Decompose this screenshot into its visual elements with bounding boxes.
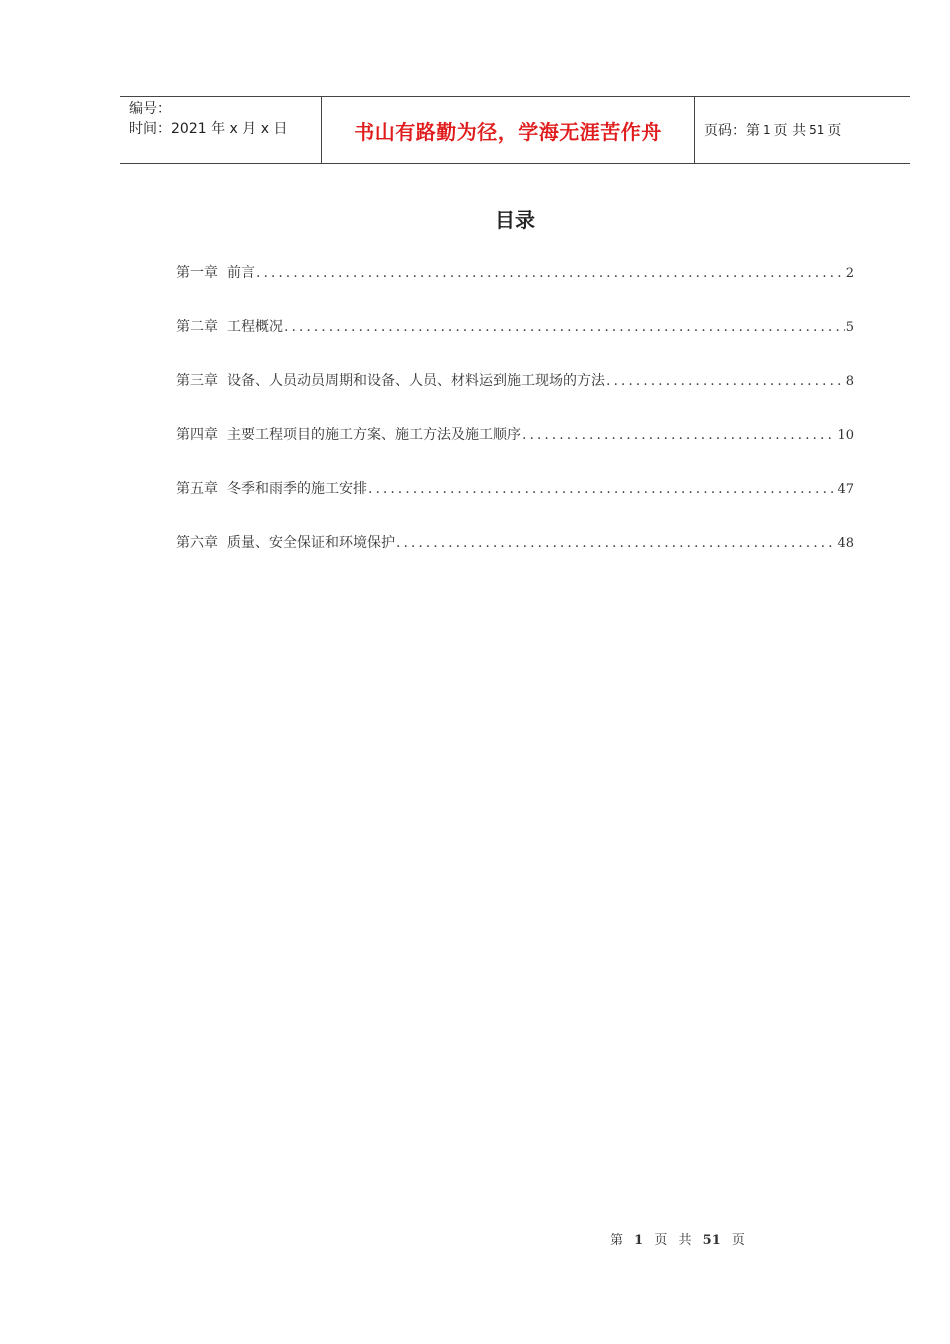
table-of-contents: [176, 262, 854, 586]
toc-entry-title: 设备、人员动员周期和设备、人员、材料运到施工现场的方法: [227, 373, 605, 389]
toc-entry[interactable]: [176, 370, 854, 424]
page-prefix: 页码：第: [704, 123, 760, 139]
document-header: [120, 96, 910, 164]
toc-page-number: 8: [845, 374, 854, 389]
page-total: 51: [809, 123, 825, 137]
page-footer: [610, 1229, 752, 1248]
toc-chapter: 第一章: [176, 265, 218, 281]
footer-page-number: 1: [634, 1233, 644, 1248]
toc-leader-dots: [396, 535, 836, 551]
toc-entry[interactable]: [176, 262, 854, 316]
toc-entry-title: 前言: [227, 265, 255, 281]
toc-leader-dots: [256, 265, 845, 281]
header-divider: [694, 97, 695, 163]
toc-chapter: 第四章: [176, 427, 218, 443]
toc-leader-dots: [284, 319, 845, 335]
toc-entry[interactable]: [176, 478, 854, 532]
toc-chapter: 第二章: [176, 319, 218, 335]
toc-chapter: 第三章: [176, 373, 218, 389]
header-info: [129, 99, 287, 139]
page-suffix: 页: [827, 123, 842, 139]
footer-mid1: 页: [654, 1233, 668, 1248]
footer-mid2: 共: [678, 1233, 692, 1248]
toc-chapter: 第六章: [176, 535, 218, 551]
page-mid: 页 共: [773, 123, 807, 139]
footer-page-total: 51: [702, 1233, 721, 1248]
toc-title: 目录: [495, 208, 535, 232]
page-number: 1: [763, 123, 771, 137]
toc-page-number: 47: [837, 482, 854, 497]
number-label: 编号：: [129, 101, 171, 117]
header-motto: 书山有路勤为径，学海无涯苦作舟: [354, 119, 662, 144]
toc-entry[interactable]: [176, 424, 854, 478]
header-page-info: [704, 97, 841, 163]
footer-prefix: 第: [610, 1233, 624, 1248]
toc-page-number: 10: [837, 428, 854, 443]
toc-page-number: 48: [837, 536, 854, 551]
time-label: 时间：2021 年 x 月 x 日: [129, 121, 288, 137]
toc-entry-title: 冬季和雨季的施工安排: [227, 481, 367, 497]
toc-page-number: 5: [845, 320, 854, 335]
toc-entry[interactable]: [176, 532, 854, 586]
toc-chapter: 第五章: [176, 481, 218, 497]
toc-leader-dots: [368, 481, 836, 497]
toc-page-number: 2: [845, 266, 854, 281]
toc-entry-title: 质量、安全保证和环境保护: [227, 535, 395, 551]
footer-suffix: 页: [731, 1233, 745, 1248]
toc-entry-title: 工程概况: [227, 319, 283, 335]
toc-entry[interactable]: [176, 316, 854, 370]
toc-leader-dots: [606, 373, 845, 389]
toc-entry-title: 主要工程项目的施工方案、施工方法及施工顺序: [227, 427, 521, 443]
toc-leader-dots: [522, 427, 836, 443]
